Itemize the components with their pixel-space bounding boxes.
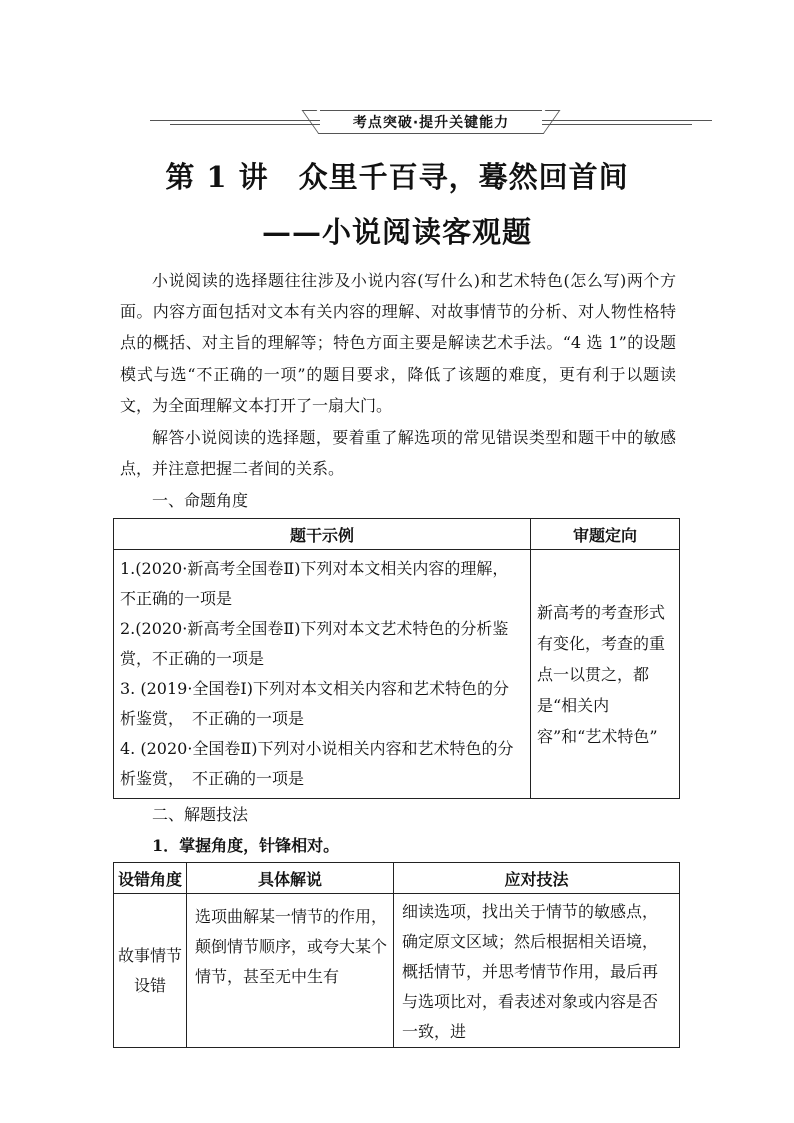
section-heading-techniques: 二、解题技法 — [152, 805, 249, 824]
table-header-row — [114, 863, 680, 894]
example-item: 2.(2020·新高考全国卷Ⅱ)下列对本文艺术特色的分析鉴赏，不正确的一项是 — [120, 619, 509, 668]
explain-cell: 选项曲解某一情节的作用，颠倒情节顺序，或夸大某个情节，甚至无中生有 — [187, 894, 394, 1048]
table-row — [114, 894, 680, 1048]
lesson-subtitle: ——小说阅读客观题 — [261, 215, 532, 249]
angle-cell: 故事情节设错 — [114, 894, 187, 1048]
lesson-title: 第 1 讲 众里千百寻，蓦然回首间 — [165, 160, 629, 194]
example-item: 3. (2019·全国卷Ⅰ)下列对本文相关内容和艺术特色的分析鉴赏， 不正确的一项是 — [120, 679, 509, 728]
example-item: 1.(2020·新高考全国卷Ⅱ)下列对本文相关内容的理解，不正确的一项是 — [120, 559, 509, 608]
column-header-method: 应对技法 — [394, 863, 680, 894]
column-header-examples: 题干示例 — [114, 519, 531, 550]
guidance-paragraph: 解答小说阅读的选择题，要着重了解选项的常见错误类型和题干中的敏感点，并注意把握二者间的关系。 — [120, 428, 676, 479]
section-heading-question-angle: 一、命题角度 — [152, 491, 249, 510]
examples-cell — [114, 550, 531, 799]
question-angle-table — [113, 518, 680, 799]
example-item: 4. (2020·全国卷Ⅱ)下列对小说相关内容和艺术特色的分析鉴赏， 不正确的一项是 — [120, 739, 514, 788]
direction-cell: 新高考的考查形式有变化，考查的重点一以贯之，都是“相关内容”和“艺术特色” — [531, 550, 680, 799]
subsection-heading: 1．掌握角度，针锋相对。 — [152, 836, 340, 855]
column-header-angle: 设错角度 — [114, 863, 187, 894]
section-banner — [150, 110, 712, 132]
table-row — [114, 550, 680, 799]
intro-paragraph: 小说阅读的选择题往往涉及小说内容(写什么)和艺术特色(怎么写)两个方面。内容方面包括对文本有关内容的理解、对故事情节的分析、对人物性格特点的概括、对主旨的理解等；特色方面主要是解读艺术手法。“4 选 1”的设题模式与选“不正确的一项”的题目要求，降低了该题的难度，更有利于以题读文，为全面理解文本打开了一扇大门。 — [120, 271, 676, 415]
table-header-row — [114, 519, 680, 550]
column-header-direction: 审题定向 — [531, 519, 680, 550]
banner-label: 考点突破·提升关键能力 — [320, 110, 542, 134]
column-header-explain: 具体解说 — [187, 863, 394, 894]
error-types-table — [113, 862, 680, 1048]
method-cell: 细读选项，找出关于情节的敏感点，确定原文区域；然后根据相关语境，概括情节，并思考情节作用，最后再与选项比对，看表述对象或内容是否一致，进 — [394, 894, 680, 1048]
